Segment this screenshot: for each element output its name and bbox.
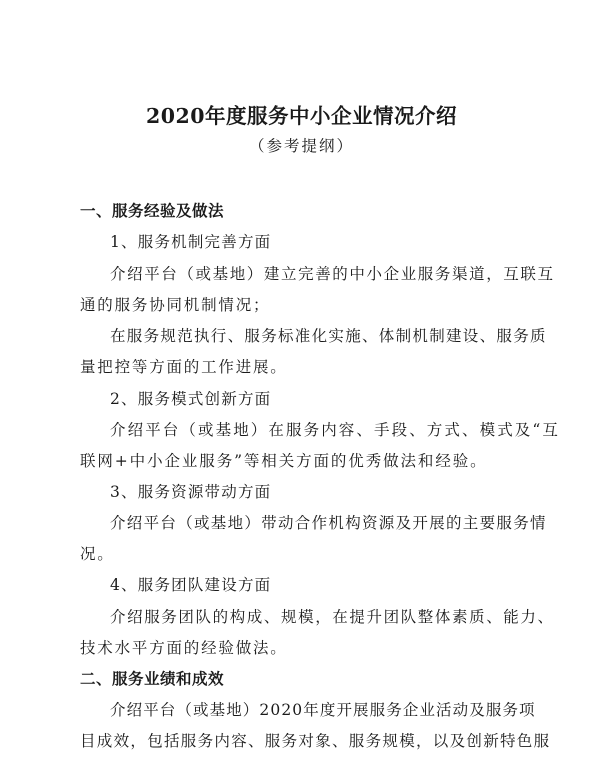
page-subtitle: （参考提纲） bbox=[248, 137, 354, 155]
paragraph-line: 介绍平台（或基地）建立完善的中小企业服务渠道，互联互 bbox=[110, 265, 555, 283]
paragraph-line: 量把控等方面的工作进展。 bbox=[80, 358, 288, 376]
paragraph-line: 技术水平方面的经验做法。 bbox=[80, 639, 288, 657]
section-1-heading: 一、服务经验及做法 bbox=[80, 201, 225, 220]
section-1-1-heading: 1、服务机制完善方面 bbox=[110, 233, 272, 251]
page-title: 2020年度服务中小企业情况介绍 bbox=[145, 104, 458, 128]
paragraph-line: 通的服务协同机制情况； bbox=[80, 296, 271, 314]
paragraph-line: 联网+中小企业服务”等相关方面的优秀做法和经验。 bbox=[80, 452, 488, 470]
paragraph-line: 介绍平台（或基地）2020年度开展服务企业活动及服务项 bbox=[110, 701, 536, 719]
section-2-heading: 二、服务业绩和成效 bbox=[80, 669, 225, 688]
paragraph-line: 在服务规范执行、服务标准化实施、体制机制建设、服务质 bbox=[110, 327, 547, 345]
paragraph-line: 介绍平台（或基地）在服务内容、手段、方式、模式及“互 bbox=[110, 421, 561, 439]
section-1-2-heading: 2、服务模式创新方面 bbox=[110, 390, 272, 408]
paragraph-line: 况。 bbox=[80, 545, 115, 563]
section-1-4-heading: 4、服务团队建设方面 bbox=[110, 576, 272, 594]
paragraph-line: 目成效，包括服务内容、服务对象、服务规模，以及创新特色服 bbox=[80, 732, 551, 750]
section-1-3-heading: 3、服务资源带动方面 bbox=[110, 483, 272, 501]
paragraph-line: 介绍平台（或基地）带动合作机构资源及开展的主要服务情 bbox=[110, 514, 547, 532]
paragraph-line: 介绍服务团队的构成、规模，在提升团队整体素质、能力、 bbox=[110, 608, 555, 626]
